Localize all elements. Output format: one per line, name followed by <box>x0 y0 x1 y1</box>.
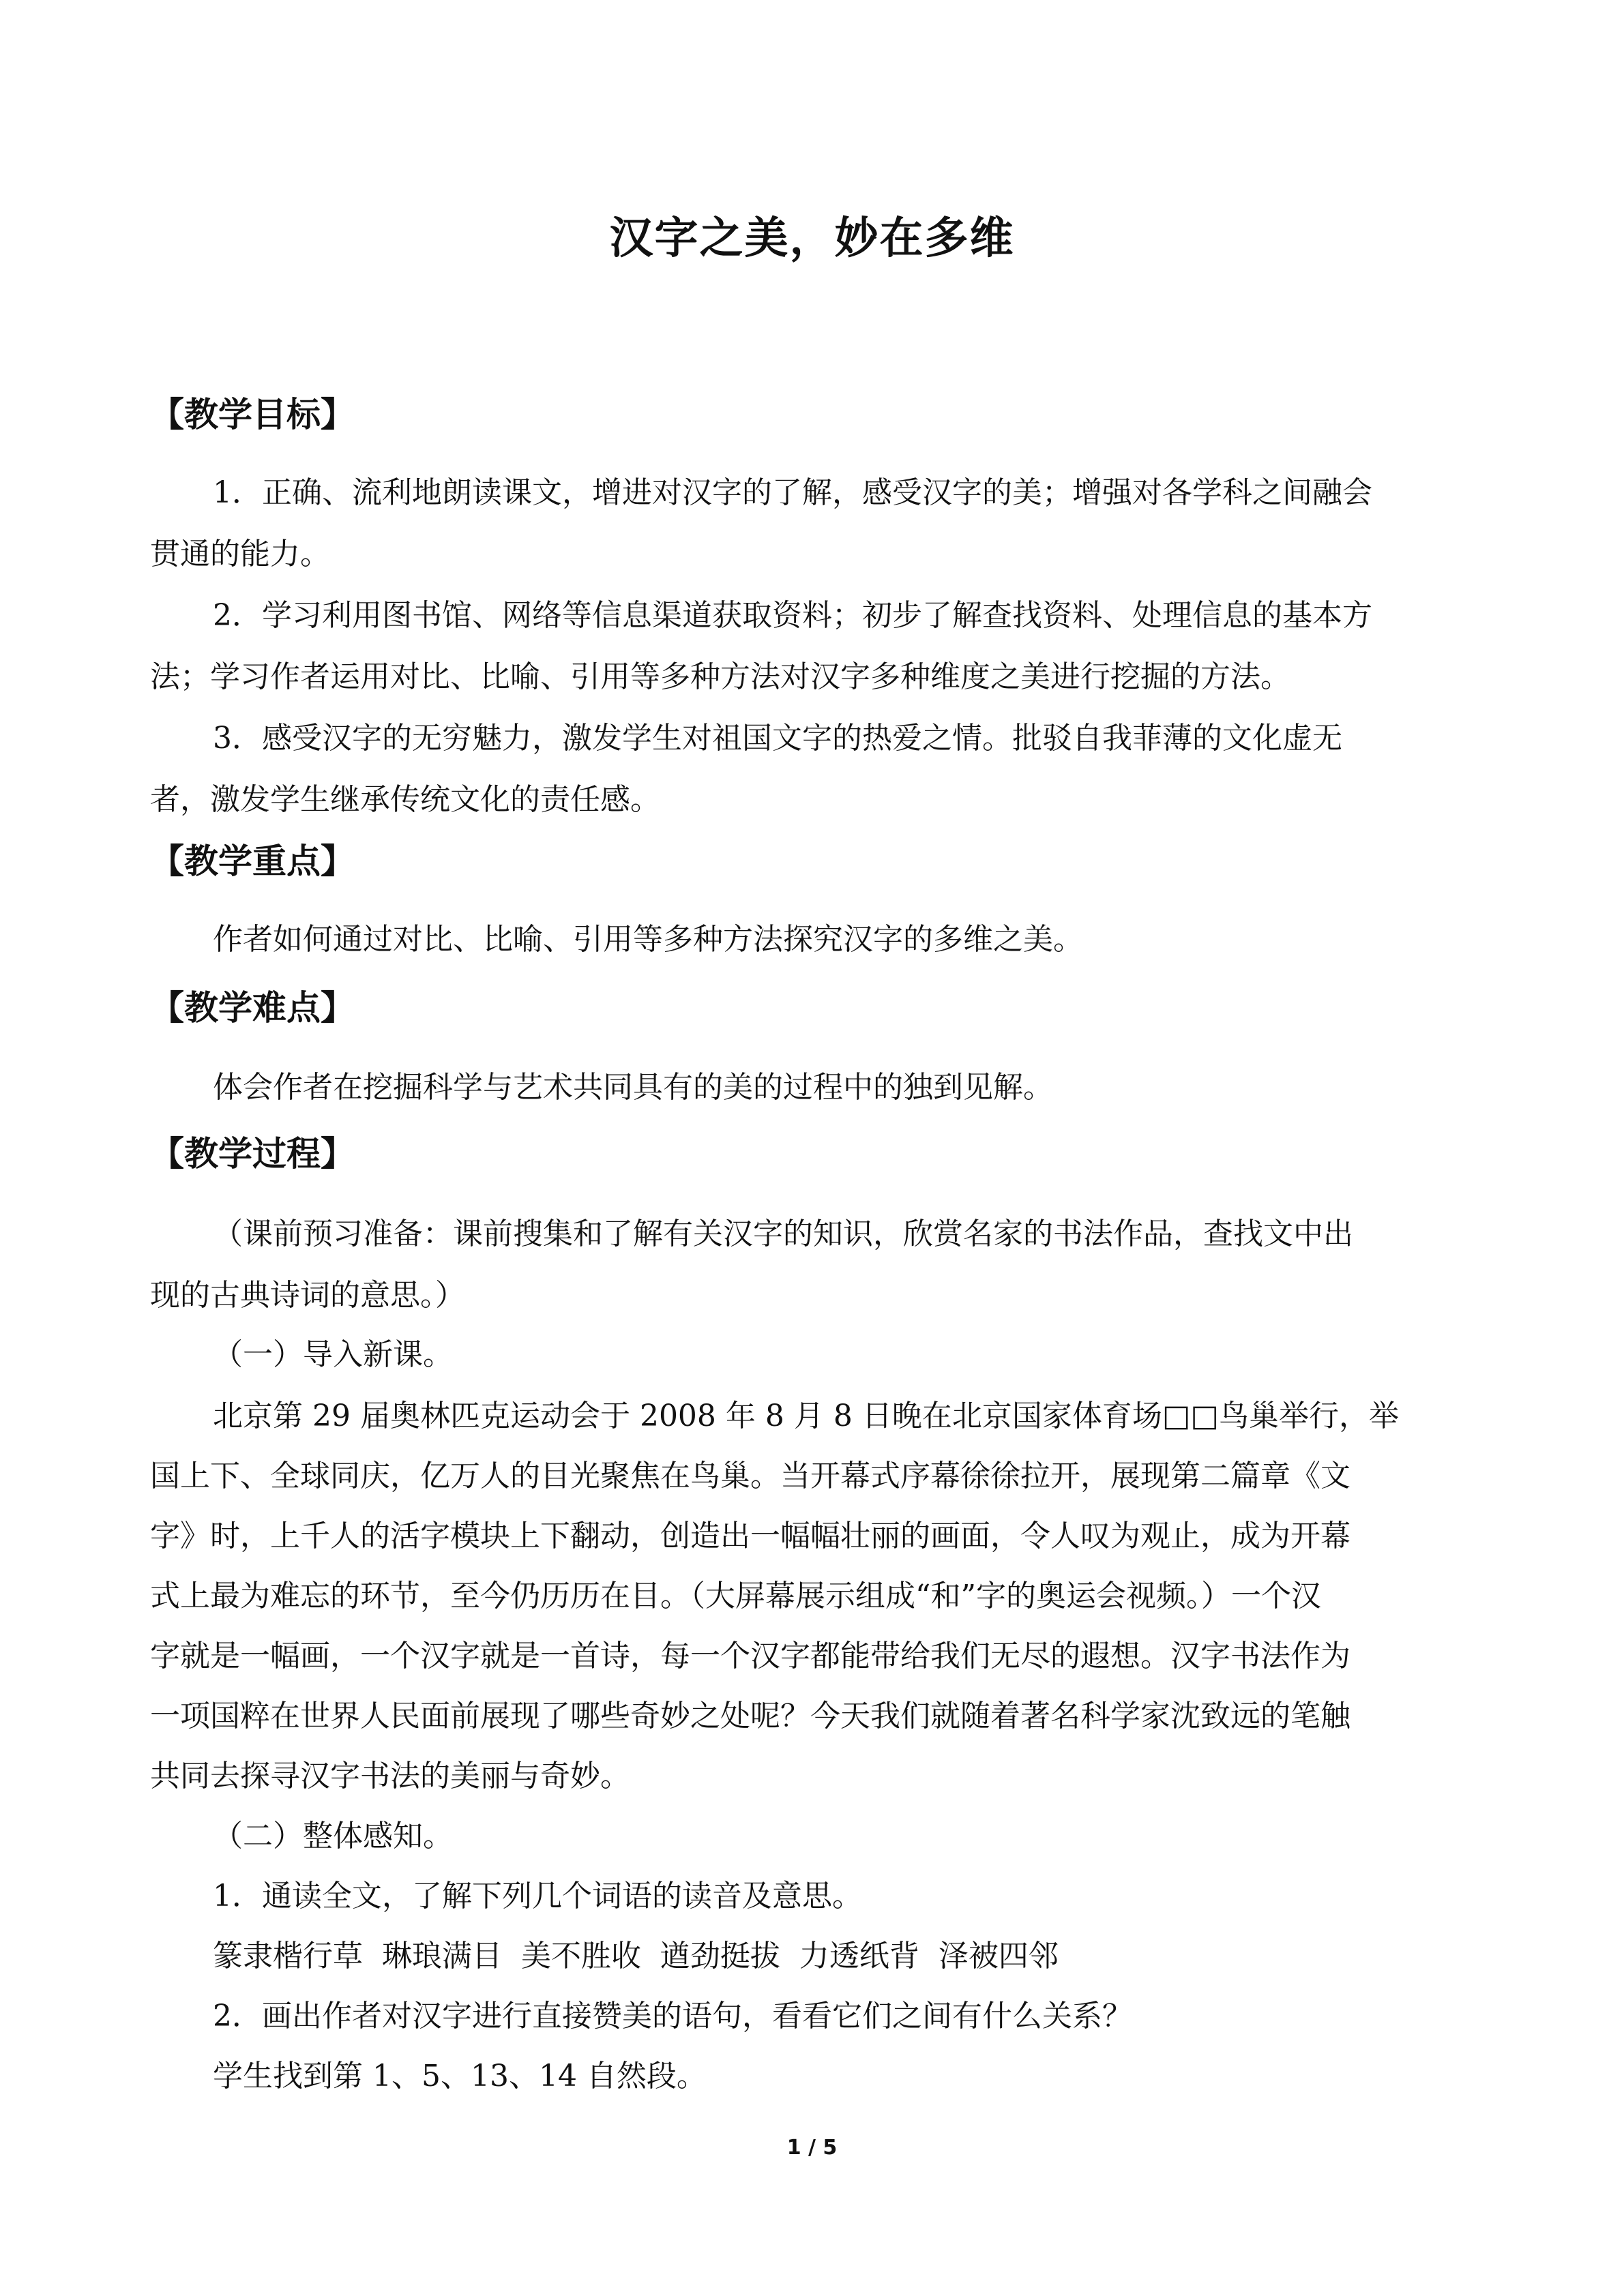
intro-line-1: 北京第 29 届奥林匹克运动会于 2008 年 8 月 8 日晚在北京国家体育场□□鸟巢举行，举 <box>213 1399 1399 1433</box>
section-heading-difficulty: 【教学难点】 <box>150 988 355 1028</box>
intro-line-3: 字》时，上千人的活字模块上下翻动，创造出一幅幅壮丽的画面，令人叹为观止，成为开幕 <box>150 1519 1350 1553</box>
section-heading-process: 【教学过程】 <box>150 1134 355 1174</box>
intro-line-4: 式上最为难忘的环节，至今仍历历在目。（大屏幕展示组成“和”字的奥运会视频。）一个汉 <box>150 1579 1321 1613</box>
intro-line-2: 国上下、全球同庆，亿万人的目光聚焦在鸟巢。当开幕式序幕徐徐拉开，展现第二篇章《文 <box>150 1459 1350 1493</box>
intro-line-7: 共同去探寻汉字书法的美丽与奇妙。 <box>150 1759 630 1793</box>
step-2-title: （二）整体感知。 <box>213 1819 453 1853</box>
intro-line-6: 一项国粹在世界人民面前展现了哪些奇妙之处呢？今天我们就随着著名科学家沈致远的笔触 <box>150 1699 1350 1733</box>
task-2: 2．画出作者对汉字进行直接赞美的语句，看看它们之间有什么关系？ <box>213 1999 1132 2033</box>
step-1-title: （一）导入新课。 <box>213 1337 453 1372</box>
prep-line-1: （课前预习准备：课前搜集和了解有关汉字的知识，欣赏名家的书法作品，查找文中出 <box>213 1217 1353 1251</box>
goal-item-1-line-1: 1．正确、流利地朗读课文，增进对汉字的了解，感受汉字的美；增强对各学科之间融会 <box>213 475 1372 510</box>
focus-text: 作者如何通过对比、比喻、引用等多种方法探究汉字的多维之美。 <box>213 922 1083 957</box>
section-heading-focus: 【教学重点】 <box>150 841 355 881</box>
document-title: 汉字之美，妙在多维 <box>609 213 1015 264</box>
task-2-answer: 学生找到第 1、5、13、14 自然段。 <box>213 2059 707 2093</box>
goal-item-1-line-2: 贯通的能力。 <box>150 537 330 571</box>
goal-item-2-line-2: 法；学习作者运用对比、比喻、引用等多种方法对汉字多种维度之美进行挖掘的方法。 <box>150 659 1290 694</box>
prep-line-2: 现的古典诗词的意思。） <box>150 1278 465 1313</box>
difficulty-text: 体会作者在挖掘科学与艺术共同具有的美的过程中的独到见解。 <box>213 1070 1053 1105</box>
goal-item-3-line-2: 者，激发学生继承传统文化的责任感。 <box>150 782 660 817</box>
goal-item-2-line-1: 2．学习利用图书馆、网络等信息渠道获取资料；初步了解查找资料、处理信息的基本方 <box>213 598 1372 633</box>
task-1: 1．通读全文，了解下列几个词语的读音及意思。 <box>213 1879 862 1913</box>
page-indicator: 1 / 5 <box>786 2136 838 2160</box>
section-heading-goals: 【教学目标】 <box>150 395 355 434</box>
goal-item-3-line-1: 3．感受汉字的无穷魅力，激发学生对祖国文字的热爱之情。批驳自我菲薄的文化虚无 <box>213 721 1342 756</box>
vocabulary-words: 篆隶楷行草 琳琅满目 美不胜收 遒劲挺拔 力透纸背 泽被四邻 <box>213 1939 1059 1973</box>
intro-line-5: 字就是一幅画，一个汉字就是一首诗，每一个汉字都能带给我们无尽的遐想。汉字书法作为 <box>150 1639 1350 1673</box>
